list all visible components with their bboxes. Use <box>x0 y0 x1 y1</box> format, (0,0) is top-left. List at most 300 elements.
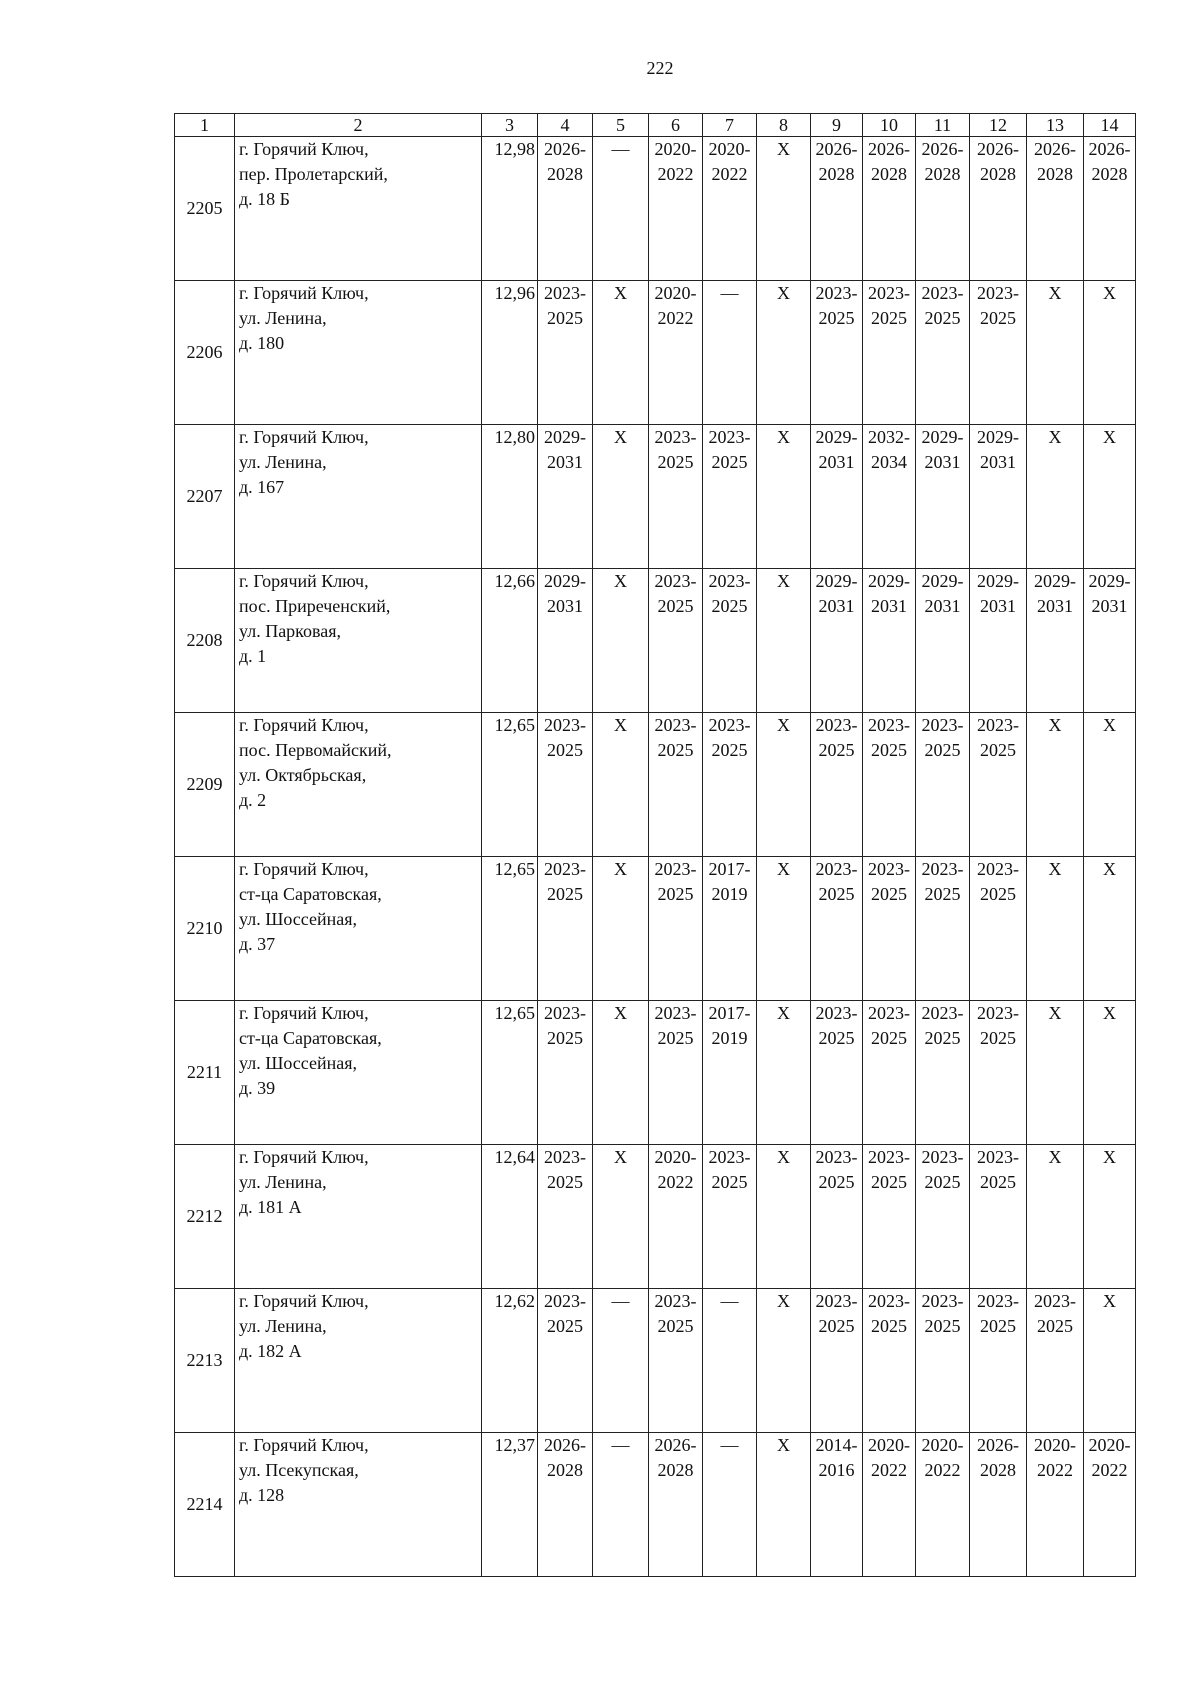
period-cell-col-5 <box>593 857 649 1001</box>
value-cell: 12,65 <box>482 713 538 857</box>
cell-line: 2031 <box>1091 596 1128 616</box>
period-cell-col-7 <box>703 857 757 1001</box>
cell-line: 2023- <box>654 715 697 735</box>
value-cell: 12,65 <box>482 1001 538 1145</box>
cell-line: Х <box>1048 1147 1062 1167</box>
value-cell: 12,96 <box>482 281 538 425</box>
cell-line: 2025 <box>818 308 855 328</box>
period-cell-col-13 <box>1027 137 1084 281</box>
cell-line: Х <box>1103 1291 1116 1311</box>
cell-line: Х <box>614 571 627 591</box>
cell-line: г. Горячий Ключ, <box>239 571 369 591</box>
cell-line: 2025 <box>818 1316 855 1336</box>
cell-line: г. Горячий Ключ, <box>239 427 369 447</box>
cell-line: 2028 <box>1037 164 1073 184</box>
cell-line: 2034 <box>871 452 907 472</box>
cell-line: 2025 <box>547 1316 583 1336</box>
period-cell-col-8 <box>757 1001 811 1145</box>
period-cell-col-8 <box>757 1145 811 1289</box>
period-cell-col-14 <box>1084 569 1136 713</box>
period-cell-col-4 <box>538 1145 593 1289</box>
cell-line: ул. Ленина, <box>239 452 327 472</box>
table-body <box>175 114 1136 1577</box>
cell-line: 2023- <box>815 859 858 879</box>
cell-line: 2028 <box>1091 164 1128 184</box>
period-cell-col-8 <box>757 425 811 569</box>
period-cell-col-6 <box>649 713 703 857</box>
cell-line: 2023- <box>921 715 964 735</box>
cell-line: 2022 <box>711 164 748 184</box>
period-cell-col-5 <box>593 281 649 425</box>
period-cell-col-14 <box>1084 1433 1136 1577</box>
column-header: 4 <box>538 114 593 137</box>
cell-line: 2023- <box>977 859 1019 879</box>
cell-line: 2025 <box>924 1172 961 1192</box>
cell-line: Х <box>614 715 627 735</box>
period-cell-col-14 <box>1084 1001 1136 1145</box>
period-cell-col-6 <box>649 425 703 569</box>
period-cell-col-6 <box>649 281 703 425</box>
table-row <box>175 1433 1136 1577</box>
cell-line: Х <box>1048 427 1062 447</box>
cell-line: 2025 <box>980 884 1016 904</box>
cell-line: 2025 <box>980 1316 1016 1336</box>
period-cell-col-13 <box>1027 1433 1084 1577</box>
period-cell-col-10 <box>863 857 916 1001</box>
period-cell-col-9 <box>811 857 863 1001</box>
period-cell-col-12 <box>970 425 1027 569</box>
cell-line: 2028 <box>980 164 1016 184</box>
cell-line: — <box>611 1291 630 1311</box>
cell-line: 2026- <box>544 139 586 159</box>
value-cell: 12,64 <box>482 1145 538 1289</box>
address-cell <box>235 137 482 281</box>
cell-line: 2020- <box>1088 1435 1131 1455</box>
period-cell-col-13 <box>1027 857 1084 1001</box>
cell-line: 2025 <box>871 308 907 328</box>
cell-line: 2023- <box>868 1291 910 1311</box>
address-cell <box>235 713 482 857</box>
period-cell-col-7 <box>703 137 757 281</box>
column-header: 9 <box>811 114 863 137</box>
period-cell-col-14 <box>1084 281 1136 425</box>
cell-line: 2023- <box>815 1003 858 1023</box>
cell-line: 2025 <box>924 1028 961 1048</box>
period-cell-col-12 <box>970 713 1027 857</box>
cell-line: 2022 <box>1091 1460 1128 1480</box>
cell-line: — <box>720 283 739 303</box>
period-cell-col-6 <box>649 857 703 1001</box>
period-cell-col-11 <box>916 1289 970 1433</box>
cell-line: 2025 <box>657 884 694 904</box>
period-cell-col-12 <box>970 857 1027 1001</box>
cell-line: г. Горячий Ключ, <box>239 1003 369 1023</box>
cell-line: 2031 <box>980 452 1016 472</box>
cell-line: Х <box>1103 283 1116 303</box>
cell-line: 2023- <box>544 715 586 735</box>
table-row <box>175 1001 1136 1145</box>
period-cell-col-14 <box>1084 713 1136 857</box>
cell-line: 2019 <box>711 1028 748 1048</box>
period-cell-col-8 <box>757 137 811 281</box>
period-cell-col-10 <box>863 1001 916 1145</box>
cell-line: пос. Первомайский, <box>239 740 392 760</box>
cell-line: 2029- <box>868 571 910 591</box>
cell-line: 2028 <box>924 164 961 184</box>
cell-line: Х <box>1048 715 1062 735</box>
column-header: 13 <box>1027 114 1084 137</box>
cell-line: д. 182 А <box>239 1341 302 1361</box>
cell-line: Х <box>777 1003 790 1023</box>
period-cell-col-10 <box>863 1289 916 1433</box>
period-cell-col-9 <box>811 425 863 569</box>
cell-line: Х <box>777 1435 790 1455</box>
period-cell-col-11 <box>916 137 970 281</box>
period-cell-col-8 <box>757 857 811 1001</box>
cell-line: 2026- <box>654 1435 697 1455</box>
cell-line: 2023- <box>977 1003 1019 1023</box>
cell-line: ст-ца Саратовская, <box>239 884 382 904</box>
cell-line: 2028 <box>980 1460 1016 1480</box>
period-cell-col-12 <box>970 569 1027 713</box>
cell-line: 2029- <box>1034 571 1076 591</box>
register-table <box>174 113 1136 1577</box>
period-cell-col-13 <box>1027 1001 1084 1145</box>
cell-line: 2025 <box>547 308 583 328</box>
period-cell-col-5 <box>593 137 649 281</box>
cell-line: 2023- <box>708 1147 751 1167</box>
cell-line: 2029- <box>977 427 1019 447</box>
cell-line: Х <box>614 1003 627 1023</box>
cell-line: 2029- <box>544 571 586 591</box>
cell-line: 2025 <box>657 596 694 616</box>
cell-line: 2023- <box>544 1291 586 1311</box>
cell-line: 2023- <box>1034 1291 1076 1311</box>
period-cell-col-4 <box>538 1433 593 1577</box>
cell-line: 2025 <box>871 740 907 760</box>
cell-line: Х <box>1048 1003 1062 1023</box>
cell-line: д. 39 <box>239 1078 276 1098</box>
table-row <box>175 281 1136 425</box>
cell-line: г. Горячий Ключ, <box>239 1435 369 1455</box>
cell-line: 2023- <box>654 1291 697 1311</box>
cell-line: д. 128 <box>239 1485 285 1505</box>
header-row <box>175 114 1136 137</box>
cell-line: Х <box>614 427 627 447</box>
cell-line: 2023- <box>544 1147 586 1167</box>
cell-line: 2014- <box>815 1435 858 1455</box>
row-number: 2211 <box>175 1001 235 1145</box>
cell-line: Х <box>1048 859 1062 879</box>
cell-line: 2023- <box>921 859 964 879</box>
row-number: 2206 <box>175 281 235 425</box>
cell-line: 2028 <box>871 164 907 184</box>
period-cell-col-8 <box>757 1433 811 1577</box>
cell-line: Х <box>614 1147 627 1167</box>
cell-line: 2026- <box>1088 139 1131 159</box>
column-header: 10 <box>863 114 916 137</box>
period-cell-col-5 <box>593 1289 649 1433</box>
period-cell-col-6 <box>649 1145 703 1289</box>
cell-line: 2023- <box>815 1291 858 1311</box>
cell-line: ул. Парковая, <box>239 621 342 641</box>
row-number: 2205 <box>175 137 235 281</box>
cell-line: 2020- <box>868 1435 910 1455</box>
period-cell-col-9 <box>811 137 863 281</box>
cell-line: 2025 <box>818 1172 855 1192</box>
cell-line: 2023- <box>544 859 586 879</box>
period-cell-col-7 <box>703 1289 757 1433</box>
cell-line: 2031 <box>818 452 855 472</box>
period-cell-col-11 <box>916 1001 970 1145</box>
cell-line: 2025 <box>657 452 694 472</box>
period-cell-col-4 <box>538 425 593 569</box>
value-cell: 12,37 <box>482 1433 538 1577</box>
cell-line: 2023- <box>868 859 910 879</box>
cell-line: 2025 <box>547 1172 583 1192</box>
cell-line: 2022 <box>1037 1460 1073 1480</box>
cell-line: 2023- <box>977 1291 1019 1311</box>
period-cell-col-12 <box>970 1289 1027 1433</box>
row-number: 2212 <box>175 1145 235 1289</box>
cell-line: — <box>611 139 630 159</box>
cell-line: 2031 <box>924 452 961 472</box>
cell-line: Х <box>777 571 790 591</box>
value-cell: 12,65 <box>482 857 538 1001</box>
cell-line: Х <box>777 1147 790 1167</box>
cell-line: 2025 <box>711 452 748 472</box>
cell-line: Х <box>777 283 790 303</box>
cell-line: 2020- <box>921 1435 964 1455</box>
period-cell-col-6 <box>649 1001 703 1145</box>
period-cell-col-12 <box>970 137 1027 281</box>
cell-line: ул. Псекупская, <box>239 1460 359 1480</box>
cell-line: 2023- <box>921 1147 964 1167</box>
cell-line: 2023- <box>868 1003 910 1023</box>
period-cell-col-8 <box>757 713 811 857</box>
cell-line: 2023- <box>921 283 964 303</box>
period-cell-col-10 <box>863 425 916 569</box>
cell-line: 2020- <box>654 1147 697 1167</box>
cell-line: 2023- <box>977 1147 1019 1167</box>
period-cell-col-13 <box>1027 713 1084 857</box>
cell-line: 2022 <box>657 308 694 328</box>
cell-line: 2023- <box>544 1003 586 1023</box>
cell-line: 2026- <box>977 139 1019 159</box>
cell-line: 2025 <box>1037 1316 1073 1336</box>
period-cell-col-9 <box>811 569 863 713</box>
period-cell-col-11 <box>916 857 970 1001</box>
period-cell-col-10 <box>863 1433 916 1577</box>
cell-line: 2025 <box>980 740 1016 760</box>
cell-line: Х <box>614 283 627 303</box>
period-cell-col-10 <box>863 1145 916 1289</box>
value-cell: 12,80 <box>482 425 538 569</box>
period-cell-col-4 <box>538 1001 593 1145</box>
cell-line: 2025 <box>871 1316 907 1336</box>
period-cell-col-12 <box>970 1145 1027 1289</box>
period-cell-col-7 <box>703 281 757 425</box>
period-cell-col-12 <box>970 1433 1027 1577</box>
period-cell-col-13 <box>1027 1289 1084 1433</box>
period-cell-col-4 <box>538 1289 593 1433</box>
cell-line: 2029- <box>815 571 858 591</box>
row-number: 2213 <box>175 1289 235 1433</box>
column-header: 11 <box>916 114 970 137</box>
cell-line: пос. Приреченский, <box>239 596 391 616</box>
cell-line: 2026- <box>1034 139 1076 159</box>
cell-line: ул. Ленина, <box>239 308 327 328</box>
column-header: 8 <box>757 114 811 137</box>
row-number: 2210 <box>175 857 235 1001</box>
cell-line: 2031 <box>818 596 855 616</box>
cell-line: 2025 <box>547 740 583 760</box>
cell-line: 2032- <box>868 427 910 447</box>
cell-line: ул. Октябрьская, <box>239 765 367 785</box>
period-cell-col-11 <box>916 713 970 857</box>
row-number: 2214 <box>175 1433 235 1577</box>
cell-line: 2025 <box>924 1316 961 1336</box>
period-cell-col-14 <box>1084 1289 1136 1433</box>
cell-line: 2029- <box>815 427 858 447</box>
cell-line: 2026- <box>544 1435 586 1455</box>
row-number: 2207 <box>175 425 235 569</box>
column-header: 5 <box>593 114 649 137</box>
period-cell-col-7 <box>703 1433 757 1577</box>
cell-line: 2023- <box>654 427 697 447</box>
cell-line: 2023- <box>977 283 1019 303</box>
cell-line: г. Горячий Ключ, <box>239 715 369 735</box>
table-row <box>175 425 1136 569</box>
cell-line: 2025 <box>711 1172 748 1192</box>
cell-line: 2023- <box>868 283 910 303</box>
period-cell-col-10 <box>863 281 916 425</box>
cell-line: 2025 <box>657 1028 694 1048</box>
period-cell-col-13 <box>1027 569 1084 713</box>
cell-line: 2025 <box>547 1028 583 1048</box>
cell-line: — <box>611 1435 630 1455</box>
cell-line: г. Горячий Ключ, <box>239 283 369 303</box>
address-cell <box>235 857 482 1001</box>
table-row <box>175 713 1136 857</box>
cell-line: ул. Ленина, <box>239 1316 327 1336</box>
address-cell <box>235 1145 482 1289</box>
cell-line: 2016 <box>818 1460 855 1480</box>
period-cell-col-9 <box>811 713 863 857</box>
column-header: 3 <box>482 114 538 137</box>
cell-line: 2025 <box>818 884 855 904</box>
cell-line: 2025 <box>871 1028 907 1048</box>
value-cell: 12,98 <box>482 137 538 281</box>
address-cell <box>235 1289 482 1433</box>
cell-line: 2029- <box>921 427 964 447</box>
period-cell-col-10 <box>863 569 916 713</box>
cell-line: ул. Шоссейная, <box>239 1053 358 1073</box>
period-cell-col-12 <box>970 1001 1027 1145</box>
value-cell: 12,62 <box>482 1289 538 1433</box>
period-cell-col-6 <box>649 1289 703 1433</box>
cell-line: 2025 <box>924 740 961 760</box>
period-cell-col-4 <box>538 713 593 857</box>
cell-line: 2025 <box>711 596 748 616</box>
cell-line: 2026- <box>815 139 858 159</box>
period-cell-col-5 <box>593 569 649 713</box>
cell-line: 2031 <box>871 596 907 616</box>
cell-line: ст-ца Саратовская, <box>239 1028 382 1048</box>
cell-line: 2025 <box>818 1028 855 1048</box>
table-row <box>175 1145 1136 1289</box>
cell-line: 2023- <box>654 1003 697 1023</box>
period-cell-col-13 <box>1027 1145 1084 1289</box>
cell-line: 2020- <box>708 139 751 159</box>
period-cell-col-9 <box>811 1145 863 1289</box>
table-row <box>175 137 1136 281</box>
cell-line: 2022 <box>657 164 694 184</box>
cell-line: Х <box>1103 1003 1116 1023</box>
cell-line: д. 181 А <box>239 1197 302 1217</box>
cell-line: Х <box>777 715 790 735</box>
period-cell-col-11 <box>916 425 970 569</box>
cell-line: 2017- <box>708 859 751 879</box>
period-cell-col-5 <box>593 713 649 857</box>
cell-line: 2022 <box>871 1460 907 1480</box>
period-cell-col-8 <box>757 1289 811 1433</box>
column-header: 12 <box>970 114 1027 137</box>
cell-line: 2025 <box>711 740 748 760</box>
period-cell-col-11 <box>916 1145 970 1289</box>
table-row <box>175 569 1136 713</box>
cell-line: 2031 <box>547 452 583 472</box>
cell-line: 2023- <box>544 283 586 303</box>
cell-line: 2020- <box>654 139 697 159</box>
cell-line: 2023- <box>977 715 1019 735</box>
cell-line: 2025 <box>547 884 583 904</box>
cell-line: 2031 <box>980 596 1016 616</box>
period-cell-col-5 <box>593 425 649 569</box>
cell-line: 2023- <box>708 571 751 591</box>
period-cell-col-10 <box>863 137 916 281</box>
cell-line: д. 37 <box>239 934 276 954</box>
address-cell <box>235 1433 482 1577</box>
row-number: 2208 <box>175 569 235 713</box>
cell-line: г. Горячий Ключ, <box>239 1291 369 1311</box>
period-cell-col-9 <box>811 1289 863 1433</box>
cell-line: 2031 <box>1037 596 1073 616</box>
period-cell-col-5 <box>593 1433 649 1577</box>
cell-line: 2028 <box>657 1460 694 1480</box>
cell-line: ул. Шоссейная, <box>239 909 358 929</box>
period-cell-col-7 <box>703 713 757 857</box>
column-header: 1 <box>175 114 235 137</box>
cell-line: 2023- <box>815 1147 858 1167</box>
cell-line: 2025 <box>871 884 907 904</box>
row-number: 2209 <box>175 713 235 857</box>
cell-line: 2026- <box>868 139 910 159</box>
period-cell-col-7 <box>703 1001 757 1145</box>
cell-line: 2023- <box>815 283 858 303</box>
cell-line: — <box>720 1291 739 1311</box>
period-cell-col-14 <box>1084 425 1136 569</box>
period-cell-col-9 <box>811 1001 863 1145</box>
cell-line: д. 18 Б <box>239 189 290 209</box>
period-cell-col-4 <box>538 137 593 281</box>
period-cell-col-7 <box>703 425 757 569</box>
period-cell-col-13 <box>1027 281 1084 425</box>
period-cell-col-4 <box>538 857 593 1001</box>
cell-line: 2025 <box>871 1172 907 1192</box>
period-cell-col-11 <box>916 281 970 425</box>
column-header: 14 <box>1084 114 1136 137</box>
